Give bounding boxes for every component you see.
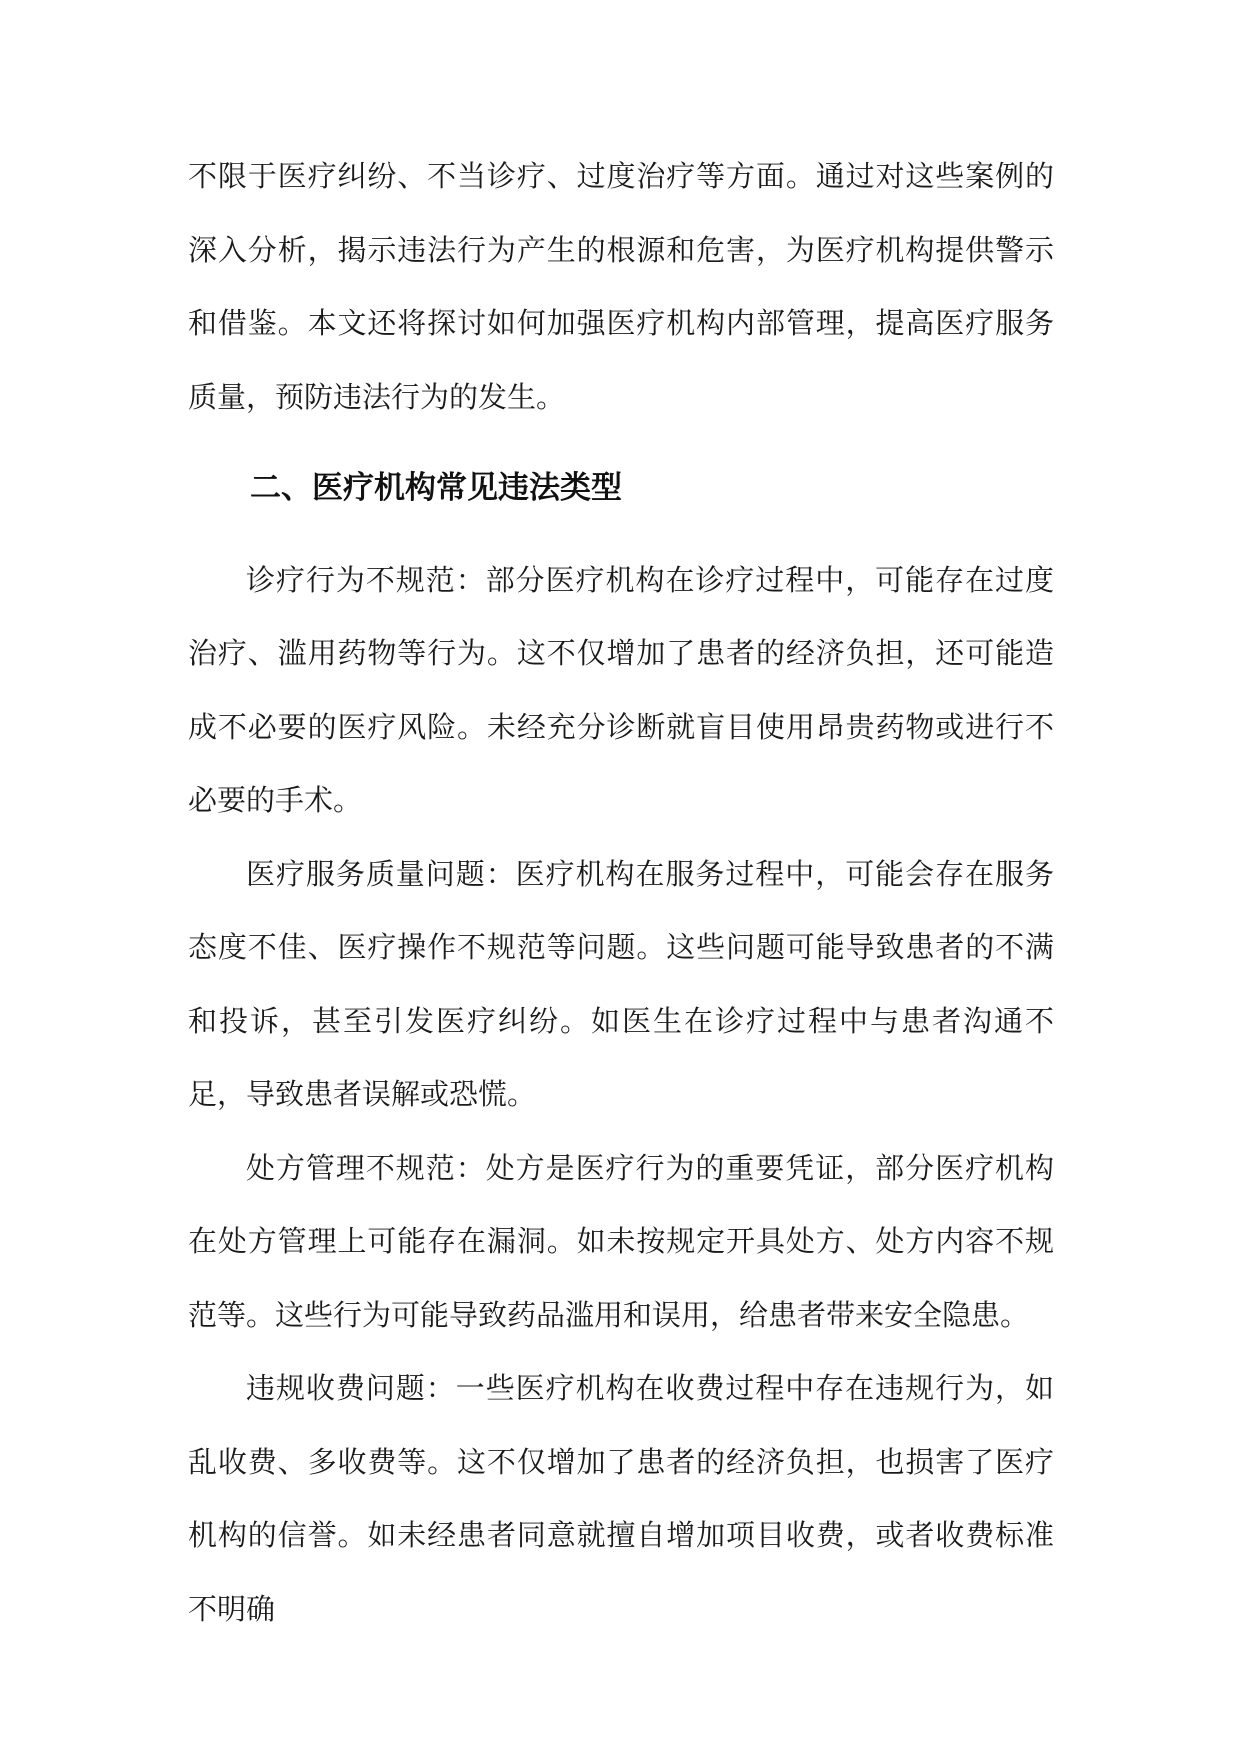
paragraph-charging: 违规收费问题：一些医疗机构在收费过程中存在违规行为，如乱收费、多收费等。这不仅增加了患者的经济负担，也损害了医疗机构的信誉。如未经患者同意就擅自增加项目收费，或者收费标准不明确 bbox=[188, 1371, 1054, 1626]
intro-paragraph: 不限于医疗纠纷、不当诊疗、过度治疗等方面。通过对这些案例的深入分析，揭示违法行为产生的根源和危害，为医疗机构提供警示和借鉴。本文还将探讨如何加强医疗机构内部管理，提高医疗服务质量，预防违法行为的发生。 bbox=[188, 159, 1054, 414]
document-body bbox=[188, 140, 1054, 1646]
section-heading: 二、医疗机构常见违法类型 bbox=[250, 470, 622, 506]
paragraph-diagnosis: 诊疗行为不规范：部分医疗机构在诊疗过程中，可能存在过度治疗、滥用药物等行为。这不仅增加了患者的经济负担，还可能造成不必要的医疗风险。未经充分诊断就盲目使用昂贵药物或进行不必要的手术。 bbox=[188, 562, 1054, 817]
paragraph-service-quality: 医疗服务质量问题：医疗机构在服务过程中，可能会存在服务态度不佳、医疗操作不规范等问题。这些问题可能导致患者的不满和投诉，甚至引发医疗纠纷。如医生在诊疗过程中与患者沟通不足，导致患者误解或恐慌。 bbox=[188, 856, 1054, 1111]
paragraph-prescription: 处方管理不规范：处方是医疗行为的重要凭证，部分医疗机构在处方管理上可能存在漏洞。如未按规定开具处方、处方内容不规范等。这些行为可能导致药品滥用和误用，给患者带来安全隐患。 bbox=[188, 1150, 1054, 1332]
